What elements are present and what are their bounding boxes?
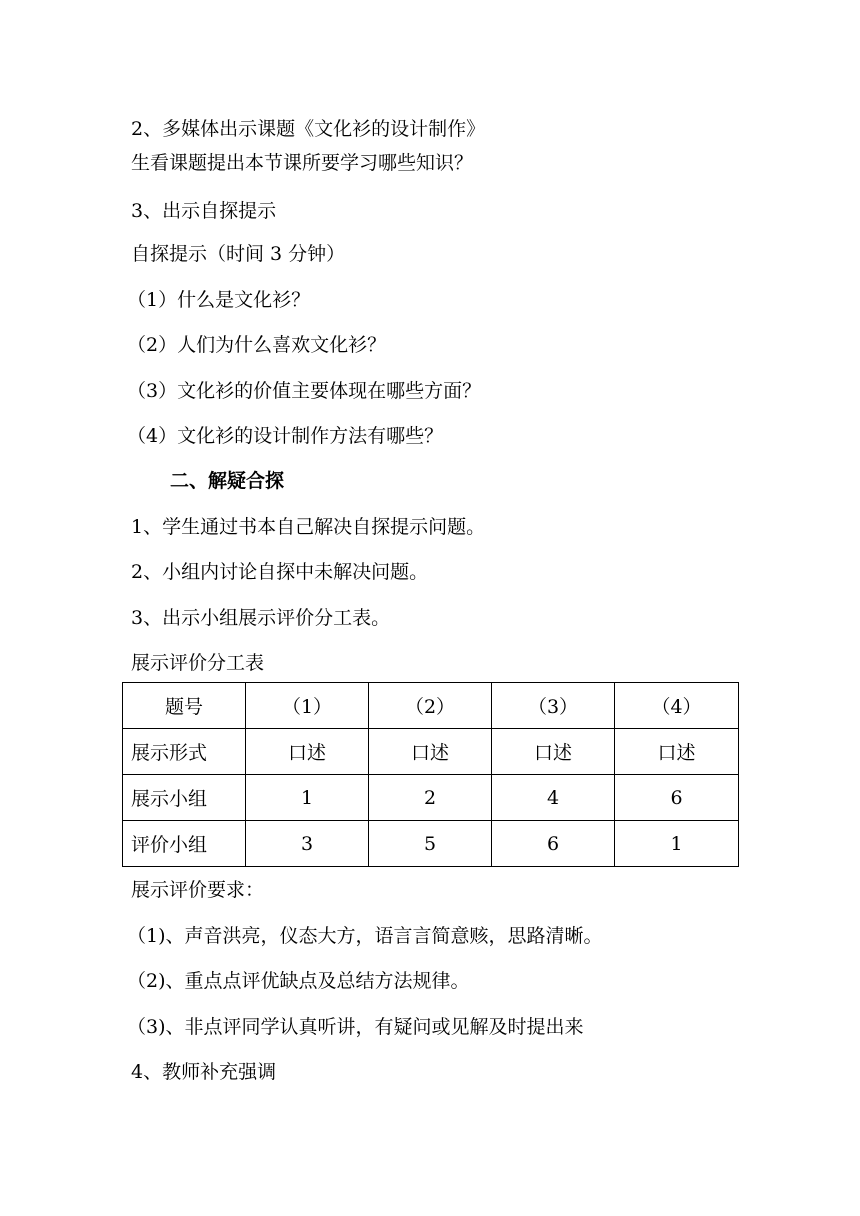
requirement-item-2: （2)、重点点评优缺点及总结方法规律。 (127, 970, 470, 992)
paragraph-hint-title: 自探提示（时间 3 分钟） (131, 243, 346, 265)
table-header-cell: （4） (615, 683, 739, 729)
requirement-item-1: （1)、声音洪亮，仪态大方，语言言简意赅，思路清晰。 (127, 925, 603, 947)
table-cell: 6 (615, 775, 739, 821)
paragraph-step1: 1、学生通过书本自己解决自探提示问题。 (131, 516, 486, 538)
table-cell: 4 (492, 775, 615, 821)
table-cell: 5 (369, 821, 492, 867)
table-row (123, 775, 739, 821)
paragraph-step4: 4、教师补充强调 (131, 1061, 277, 1083)
paragraph-question: 生看课题提出本节课所要学习哪些知识？ (131, 152, 474, 174)
table-header-row (123, 683, 739, 729)
requirement-item-3: （3)、非点评同学认真听讲，有疑问或见解及时提出来 (127, 1016, 584, 1038)
table-caption: 展示评价分工表 (131, 652, 265, 674)
paragraph-step2: 2、小组内讨论自探中未解决问题。 (131, 561, 429, 583)
table-cell: 1 (615, 821, 739, 867)
table-cell: 口述 (369, 729, 492, 775)
evaluation-table (122, 682, 739, 867)
hint-item-2: （2）人们为什么喜欢文化衫？ (127, 334, 387, 356)
table-header-cell: 题号 (123, 683, 246, 729)
table-cell: 3 (246, 821, 369, 867)
table-cell: 口述 (615, 729, 739, 775)
table-header-cell: （1） (246, 683, 369, 729)
hint-item-1: （1）什么是文化衫？ (127, 289, 311, 311)
requirements-title: 展示评价要求： (131, 879, 265, 901)
table-row-label: 评价小组 (123, 821, 246, 867)
table-row-label: 展示小组 (123, 775, 246, 821)
table-row-label: 展示形式 (123, 729, 246, 775)
table-cell: 口述 (492, 729, 615, 775)
table-row (123, 821, 739, 867)
table-cell: 2 (369, 775, 492, 821)
table-cell: 1 (246, 775, 369, 821)
section-heading: 二、解疑合探 (170, 470, 285, 492)
paragraph-topic: 2、多媒体出示课题《文化衫的设计制作》 (131, 118, 486, 140)
table-cell: 口述 (246, 729, 369, 775)
hint-item-4: （4）文化衫的设计制作方法有哪些？ (127, 425, 444, 447)
table-header-cell: （3） (492, 683, 615, 729)
table-header-cell: （2） (369, 683, 492, 729)
table-cell: 6 (492, 821, 615, 867)
hint-item-3: （3）文化衫的价值主要体现在哪些方面？ (127, 380, 482, 402)
table-row (123, 729, 739, 775)
paragraph-step3: 3、出示自探提示 (131, 200, 277, 222)
paragraph-step3b: 3、出示小组展示评价分工表。 (131, 607, 391, 629)
